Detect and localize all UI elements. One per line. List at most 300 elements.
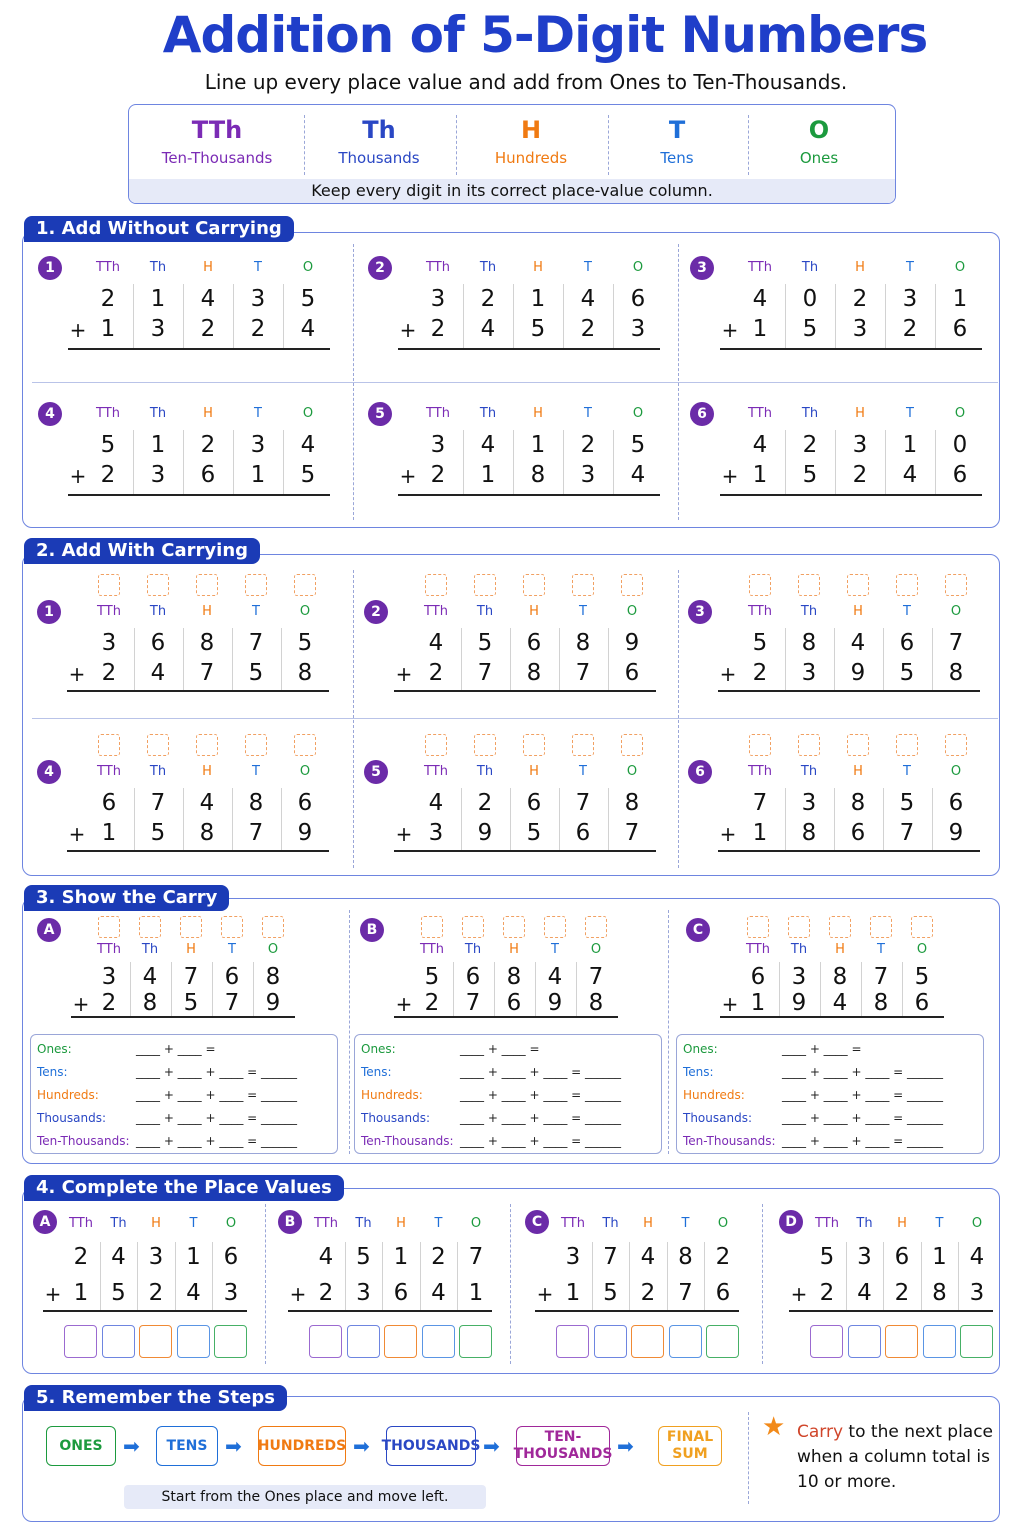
carry-box[interactable]	[945, 734, 967, 756]
digit: 2	[101, 660, 117, 686]
column-separator	[494, 962, 495, 1018]
digit: 5	[819, 1244, 835, 1270]
carry-row-label: Ten-Thousands:	[37, 1134, 130, 1148]
sum-line	[67, 850, 329, 852]
carry-box[interactable]	[749, 574, 771, 596]
column-separator	[183, 628, 184, 692]
carry-box[interactable]	[462, 916, 484, 938]
column-separator	[535, 962, 536, 1018]
carry-box[interactable]	[847, 734, 869, 756]
column-header: Th	[790, 942, 808, 957]
carry-box[interactable]	[847, 574, 869, 596]
digit: 2	[752, 660, 768, 686]
column-header: TTh	[97, 604, 121, 619]
carry-row-label: Ones:	[361, 1042, 396, 1056]
carry-box[interactable]	[572, 734, 594, 756]
carry-row-blanks[interactable]: ____ + ____ =	[136, 1042, 216, 1056]
section-5-title: 5. Remember the Steps	[24, 1385, 287, 1411]
column-header: T	[877, 942, 885, 957]
section-5-divider	[748, 1412, 749, 1504]
digit: 6	[630, 286, 646, 312]
sum-line	[68, 348, 330, 350]
problem-badge: D	[779, 1210, 803, 1234]
digit: 1	[150, 286, 166, 312]
digit: 6	[899, 630, 915, 656]
answer-box[interactable]	[885, 1325, 918, 1358]
digit: 7	[948, 630, 964, 656]
digit: 7	[678, 1280, 693, 1306]
column-separator	[846, 1242, 847, 1312]
place-divider	[456, 115, 457, 175]
carry-box[interactable]	[294, 734, 316, 756]
plus-sign: +	[399, 464, 417, 488]
carry-row-blanks[interactable]: ____ + ____ + ____ = ______	[136, 1111, 298, 1125]
digit: 3	[150, 316, 166, 342]
answer-box[interactable]	[810, 1325, 843, 1358]
column-header: Th	[856, 1216, 873, 1231]
column-header: TTh	[426, 406, 450, 421]
answer-box[interactable]	[139, 1325, 172, 1358]
place-name: Ten-Thousands	[161, 149, 273, 167]
column-header: Th	[602, 1216, 619, 1231]
place-abbr: H	[520, 116, 542, 144]
carry-row-blanks[interactable]: ____ + ____ + ____ = ______	[782, 1134, 944, 1148]
sum-line	[394, 690, 656, 692]
column-separator	[704, 1242, 705, 1312]
column-header: O	[626, 764, 638, 779]
carry-box[interactable]	[147, 734, 169, 756]
carry-box[interactable]	[749, 734, 771, 756]
answer-box[interactable]	[848, 1325, 881, 1358]
digit: 4	[318, 1244, 334, 1270]
carry-box[interactable]	[474, 574, 496, 596]
digit: 2	[894, 1280, 910, 1306]
answer-box[interactable]	[594, 1325, 627, 1358]
carry-row-blanks[interactable]: ____ + ____ + ____ = ______	[136, 1088, 298, 1102]
digit: 1	[100, 316, 116, 342]
digit: 3	[630, 316, 646, 342]
digit: 4	[428, 790, 444, 816]
carry-row-blanks[interactable]: ____ + ____ + ____ = ______	[460, 1134, 622, 1148]
digit: 7	[199, 660, 215, 686]
carry-box[interactable]	[829, 916, 851, 938]
carry-box[interactable]	[896, 574, 918, 596]
column-separator	[510, 788, 511, 852]
section-4-title: 4. Complete the Place Values	[24, 1175, 344, 1201]
plus-sign: +	[69, 464, 87, 488]
section-1-row-divider	[32, 382, 998, 383]
digit: 1	[752, 462, 768, 488]
digit: 1	[250, 462, 266, 488]
answer-box[interactable]	[706, 1325, 739, 1358]
carry-box[interactable]	[870, 916, 892, 938]
column-header: H	[897, 1216, 907, 1231]
plus-sign: +	[399, 318, 417, 342]
digit: 5	[248, 660, 264, 686]
answer-box[interactable]	[923, 1325, 956, 1358]
sum-line	[720, 494, 982, 496]
digit: 1	[565, 1280, 581, 1306]
answer-box[interactable]	[384, 1325, 417, 1358]
carry-box[interactable]	[621, 574, 643, 596]
column-separator	[834, 788, 835, 852]
digit: 6	[297, 790, 313, 816]
column-header: O	[225, 1216, 237, 1231]
column-header: O	[971, 1216, 983, 1231]
section-4-divider	[510, 1204, 511, 1364]
carry-box[interactable]	[421, 916, 443, 938]
column-header: O	[299, 764, 311, 779]
column-header: Th	[464, 942, 482, 957]
digit: 3	[857, 1244, 872, 1270]
digit: 7	[468, 1244, 484, 1270]
answer-box[interactable]	[459, 1325, 492, 1358]
digit: 1	[186, 1244, 201, 1270]
carry-box[interactable]	[572, 574, 594, 596]
column-header: H	[853, 604, 863, 619]
section-4-divider	[265, 1204, 266, 1364]
carry-box[interactable]	[180, 916, 202, 938]
answer-box[interactable]	[309, 1325, 342, 1358]
carry-box[interactable]	[221, 916, 243, 938]
carry-box[interactable]	[523, 574, 545, 596]
column-separator	[559, 788, 560, 852]
column-header: T	[906, 260, 914, 275]
page-subtitle: Line up every place value and add from Ones to Ten-Thousands.	[204, 70, 848, 94]
column-separator	[461, 628, 462, 692]
column-header: T	[579, 604, 587, 619]
carry-box[interactable]	[196, 734, 218, 756]
digit: 7	[575, 660, 591, 686]
digit: 6	[914, 990, 930, 1016]
column-header: H	[529, 764, 539, 779]
column-header: T	[903, 764, 911, 779]
column-separator	[883, 628, 884, 692]
digit: 2	[580, 316, 596, 342]
place-divider	[748, 115, 749, 175]
column-separator	[461, 788, 462, 852]
carry-box[interactable]	[139, 916, 161, 938]
place-name: Tens	[660, 149, 694, 167]
place-abbr: T	[668, 116, 686, 144]
digit: 4	[111, 1244, 126, 1270]
place-value-ten-thousands	[147, 113, 287, 177]
answer-box[interactable]	[631, 1325, 664, 1358]
digit: 6	[624, 660, 640, 686]
digit: 5	[603, 1280, 618, 1306]
carry-row-blanks[interactable]: ____ + ____ + ____ = ______	[782, 1088, 944, 1102]
answer-box[interactable]	[347, 1325, 380, 1358]
digit: 2	[902, 316, 918, 342]
carry-box[interactable]	[911, 916, 933, 938]
digit: 2	[430, 316, 446, 342]
digit: 2	[430, 462, 446, 488]
carry-box[interactable]	[945, 574, 967, 596]
carry-box[interactable]	[798, 734, 820, 756]
digit: 1	[902, 432, 918, 458]
column-separator	[232, 628, 233, 692]
answer-box[interactable]	[177, 1325, 210, 1358]
column-separator	[233, 284, 234, 350]
column-separator	[463, 284, 464, 350]
digit: 1	[480, 462, 496, 488]
digit: 4	[580, 286, 596, 312]
column-header: T	[935, 1216, 944, 1231]
digit: 6	[200, 462, 216, 488]
carry-row-blanks[interactable]: ____ + ____ + ____ = ______	[460, 1111, 622, 1125]
digit: 6	[952, 462, 968, 488]
carry-box[interactable]	[896, 734, 918, 756]
answer-box[interactable]	[214, 1325, 247, 1358]
carry-row-label: Tens:	[37, 1065, 68, 1079]
problem-badge: 3	[690, 256, 714, 280]
column-header: Th	[801, 406, 819, 421]
carry-box[interactable]	[544, 916, 566, 938]
carry-box[interactable]	[503, 916, 525, 938]
column-header: Th	[476, 764, 494, 779]
plus-sign: +	[721, 318, 739, 342]
carry-row-blanks[interactable]: ____ + ____ =	[460, 1042, 540, 1056]
digit: 2	[250, 316, 266, 342]
column-header: TTh	[748, 260, 772, 275]
answer-box[interactable]	[102, 1325, 135, 1358]
place-name: Ones	[799, 149, 839, 167]
column-header: O	[626, 604, 638, 619]
carry-row-blanks[interactable]: ____ + ____ + ____ = ______	[136, 1065, 298, 1079]
column-header: O	[590, 942, 602, 957]
digit: 1	[750, 990, 766, 1016]
arrow-right-icon: ➡	[353, 1434, 370, 1458]
carry-box[interactable]	[98, 734, 120, 756]
digit: 9	[791, 990, 807, 1016]
carry-box[interactable]	[294, 574, 316, 596]
carry-box[interactable]	[245, 734, 267, 756]
digit: 3	[101, 630, 117, 656]
column-header: H	[835, 942, 845, 957]
digit: 7	[465, 990, 481, 1016]
digit: 6	[150, 630, 166, 656]
digit: 5	[526, 820, 542, 846]
column-header: H	[855, 406, 865, 421]
column-header: H	[396, 1216, 406, 1231]
digit: 3	[902, 286, 918, 312]
column-separator	[885, 284, 886, 350]
digit: 4	[142, 964, 158, 990]
column-separator	[345, 1242, 346, 1312]
digit: 7	[575, 790, 591, 816]
digit: 2	[148, 1280, 164, 1306]
column-header: H	[853, 764, 863, 779]
carry-box[interactable]	[245, 574, 267, 596]
column-separator	[921, 1242, 922, 1312]
digit: 3	[101, 964, 117, 990]
digit: 3	[250, 432, 266, 458]
carry-tip	[797, 1420, 995, 1495]
column-separator	[457, 1242, 458, 1312]
digit: 1	[468, 1280, 484, 1306]
digit: 4	[200, 286, 216, 312]
column-separator	[281, 788, 282, 852]
carry-row-blanks[interactable]: ____ + ____ + ____ = ______	[782, 1111, 944, 1125]
sum-line	[718, 690, 980, 692]
carry-box[interactable]	[621, 734, 643, 756]
sum-line	[71, 1016, 295, 1018]
column-separator	[171, 962, 172, 1018]
column-header: H	[643, 1216, 653, 1231]
carry-box[interactable]	[262, 916, 284, 938]
digit: 2	[580, 432, 596, 458]
arrow-right-icon: ➡	[225, 1434, 242, 1458]
problem-badge: B	[360, 918, 384, 942]
column-header: TTh	[561, 1216, 585, 1231]
column-header: H	[186, 942, 196, 957]
carry-row-label: Hundreds:	[361, 1088, 423, 1102]
problem-badge: 5	[368, 402, 392, 426]
column-separator	[134, 788, 135, 852]
plus-sign: +	[719, 662, 737, 686]
sum-line	[789, 1310, 993, 1312]
answer-box[interactable]	[556, 1325, 589, 1358]
digit: 1	[932, 1244, 947, 1270]
column-header: Th	[355, 1216, 372, 1231]
digit: 2	[101, 990, 117, 1016]
carry-row-blanks[interactable]: ____ + ____ + ____ = ______	[782, 1065, 944, 1079]
digit: 2	[477, 790, 493, 816]
digit: 4	[431, 1280, 446, 1306]
carry-box[interactable]	[798, 574, 820, 596]
column-header: TTh	[815, 1216, 839, 1231]
column-separator	[667, 1242, 668, 1312]
carry-row-blanks[interactable]: ____ + ____ =	[782, 1042, 862, 1056]
carry-box[interactable]	[425, 574, 447, 596]
column-separator	[232, 788, 233, 852]
answer-box[interactable]	[64, 1325, 97, 1358]
column-header: H	[533, 406, 543, 421]
column-separator	[420, 1242, 421, 1312]
digit: 9	[477, 820, 493, 846]
digit: 2	[819, 1280, 835, 1306]
carry-row-blanks[interactable]: ____ + ____ + ____ = ______	[460, 1088, 622, 1102]
sum-line	[535, 1310, 739, 1312]
column-separator	[513, 284, 514, 350]
digit: 1	[752, 820, 768, 846]
column-separator	[932, 628, 933, 692]
page-title: Addition of 5-Digit Numbers	[162, 6, 928, 64]
sum-line	[394, 1016, 618, 1018]
digit: 2	[100, 286, 116, 312]
column-header: TTh	[424, 604, 448, 619]
digit: 8	[526, 660, 542, 686]
carry-box[interactable]	[98, 916, 120, 938]
carry-box[interactable]	[585, 916, 607, 938]
column-header: H	[202, 764, 212, 779]
carry-row-label: Ten-Thousands:	[361, 1134, 454, 1148]
digit: 2	[200, 316, 216, 342]
digit: 2	[431, 1244, 446, 1270]
digit: 6	[894, 1244, 910, 1270]
digit: 8	[801, 820, 817, 846]
column-header: Th	[801, 260, 819, 275]
carry-box[interactable]	[196, 574, 218, 596]
column-header: T	[254, 406, 262, 421]
column-header: T	[252, 764, 260, 779]
digit: 8	[297, 660, 313, 686]
arrow-right-icon: ➡	[483, 1434, 500, 1458]
column-header: H	[529, 604, 539, 619]
answer-box[interactable]	[960, 1325, 993, 1358]
answer-box[interactable]	[422, 1325, 455, 1358]
sum-line	[720, 1016, 944, 1018]
carry-row-label: Thousands:	[361, 1111, 431, 1125]
carry-row-blanks[interactable]: ____ + ____ + ____ = ______	[136, 1134, 298, 1148]
problem-badge: C	[686, 918, 710, 942]
sum-line	[43, 1310, 247, 1312]
digit: 4	[480, 316, 496, 342]
column-header: O	[954, 260, 966, 275]
digit: 5	[752, 630, 768, 656]
answer-box[interactable]	[669, 1325, 702, 1358]
section-3-title: 3. Show the Carry	[24, 885, 229, 911]
plus-sign: +	[395, 822, 413, 846]
carry-box[interactable]	[474, 734, 496, 756]
digit: 2	[318, 1280, 334, 1306]
step-tens: TENS	[156, 1426, 218, 1466]
digit: 8	[948, 660, 964, 686]
carry-tip-highlight: Carry	[797, 1422, 844, 1442]
column-header: TTh	[97, 764, 121, 779]
column-header: Th	[476, 604, 494, 619]
column-separator	[253, 962, 254, 1018]
digit: 8	[530, 462, 546, 488]
section-2-row-divider	[32, 718, 998, 719]
column-header: O	[470, 1216, 482, 1231]
column-header: Th	[110, 1216, 127, 1231]
digit: 4	[640, 1244, 656, 1270]
digit: 6	[223, 1244, 239, 1270]
column-header: H	[533, 260, 543, 275]
plus-sign: +	[44, 1282, 62, 1306]
digit: 8	[624, 790, 640, 816]
carry-box[interactable]	[788, 916, 810, 938]
step-final-sum: FINAL SUM	[658, 1426, 722, 1466]
column-separator	[283, 284, 284, 350]
carry-box[interactable]	[98, 574, 120, 596]
digit: 8	[575, 630, 591, 656]
column-header: TTh	[97, 942, 121, 957]
digit: 6	[526, 630, 542, 656]
column-separator	[958, 1242, 959, 1312]
column-separator	[608, 788, 609, 852]
carry-row-label: Thousands:	[37, 1111, 107, 1125]
digit: 9	[850, 660, 866, 686]
carry-box[interactable]	[147, 574, 169, 596]
column-header: TTh	[314, 1216, 338, 1231]
carry-box[interactable]	[747, 916, 769, 938]
carry-box[interactable]	[425, 734, 447, 756]
carry-row-label: Hundreds:	[37, 1088, 99, 1102]
column-separator	[883, 788, 884, 852]
problem-badge: 4	[38, 402, 62, 426]
carry-row-blanks[interactable]: ____ + ____ + ____ = ______	[460, 1065, 622, 1079]
carry-box[interactable]	[523, 734, 545, 756]
digit: 5	[899, 790, 915, 816]
digit: 7	[624, 820, 640, 846]
digit: 3	[356, 1280, 371, 1306]
column-header: TTh	[424, 764, 448, 779]
digit: 7	[873, 964, 889, 990]
column-header: T	[579, 764, 587, 779]
column-separator	[212, 1242, 213, 1312]
